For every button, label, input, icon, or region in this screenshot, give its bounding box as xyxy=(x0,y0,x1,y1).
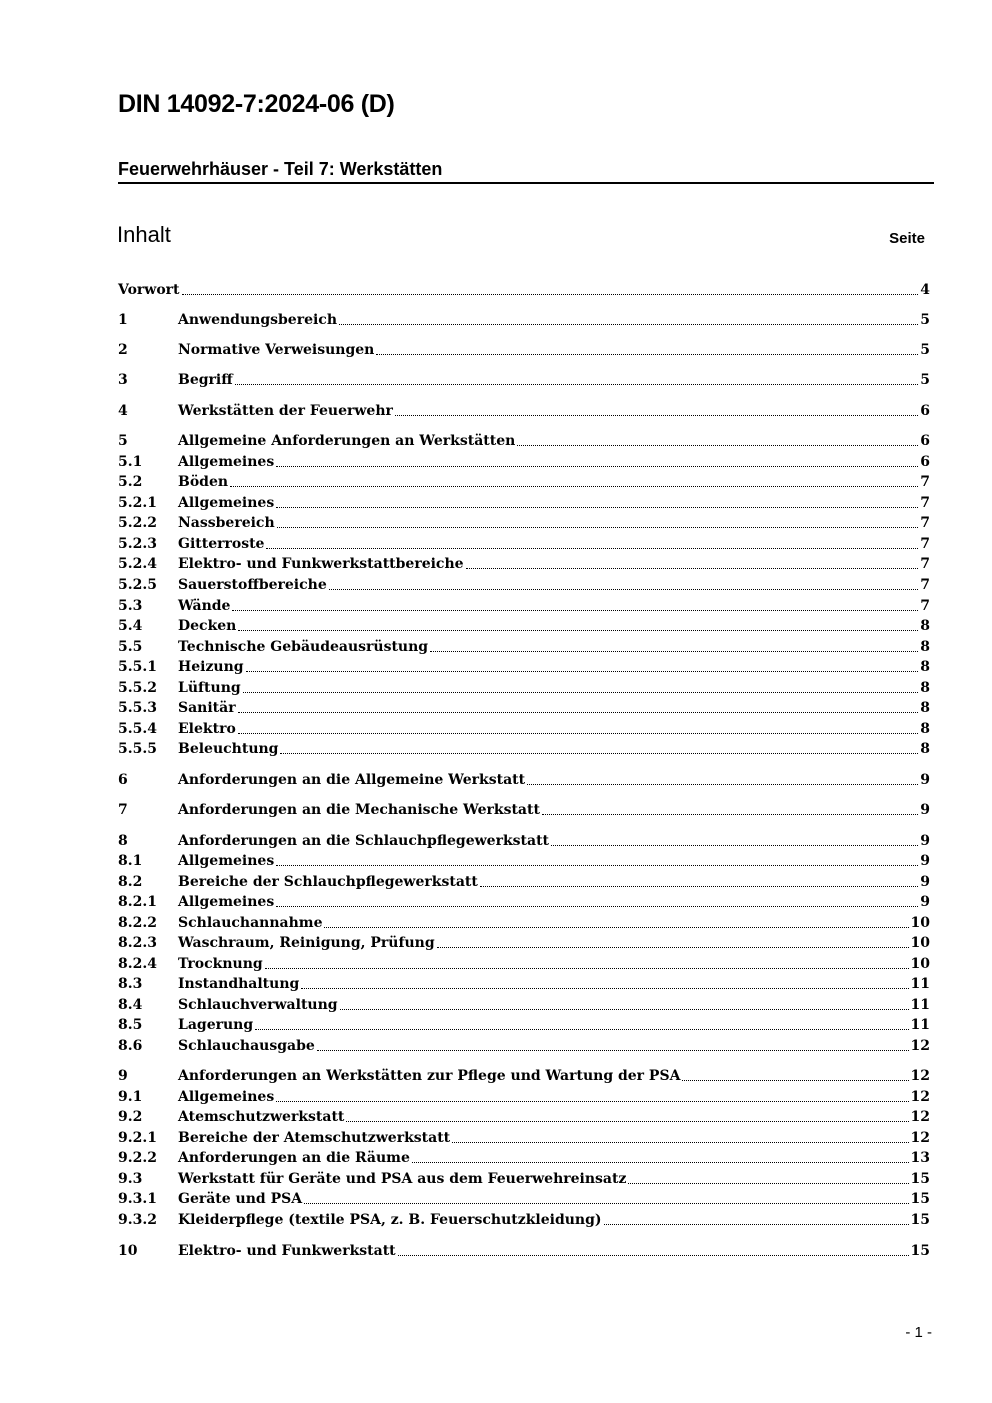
toc-entry-page: 9 xyxy=(920,853,930,869)
toc-entry[interactable] xyxy=(118,431,930,451)
toc-entry-page: 6 xyxy=(920,433,930,449)
toc-entry-number: 7 xyxy=(118,802,128,818)
toc-leader-dots xyxy=(276,1100,908,1102)
toc-entry-page: 11 xyxy=(910,1017,930,1033)
toc-entry-title: Elektro- und Funkwerkstatt xyxy=(178,1243,396,1259)
toc-entry-title: Allgemeine Anforderungen an Werkstätten xyxy=(178,433,516,449)
toc-entry[interactable] xyxy=(118,554,930,574)
toc-entry-page: 8 xyxy=(920,659,930,675)
toc-entry-page: 8 xyxy=(920,741,930,757)
toc-leader-dots xyxy=(238,732,918,734)
toc-entry[interactable] xyxy=(118,1128,930,1148)
toc-leader-dots xyxy=(517,444,918,446)
toc-entry-title: Nassbereich xyxy=(178,515,275,531)
toc-entry-title: Bereiche der Atemschutzwerkstatt xyxy=(178,1130,451,1146)
toc-entry-title: Anwendungsbereich xyxy=(178,312,337,328)
toc-leader-dots xyxy=(376,353,918,355)
toc-entry-title: Allgemeines xyxy=(178,853,275,869)
toc-entry-number: 8.2.1 xyxy=(118,894,157,910)
toc-leader-dots xyxy=(604,1223,909,1225)
toc-entry[interactable] xyxy=(118,678,930,698)
toc-entry-title: Anforderungen an die Schlauchpflegewerkstatt xyxy=(178,833,550,849)
toc-entry[interactable] xyxy=(118,1107,930,1127)
toc-leader-dots xyxy=(395,414,918,416)
toc-entry-number: 8.3 xyxy=(118,976,143,992)
toc-entry-title: Heizung xyxy=(178,659,244,675)
toc-entry-title: Böden xyxy=(178,474,229,490)
toc-leader-dots xyxy=(317,1049,909,1051)
toc-leader-dots xyxy=(682,1079,908,1081)
toc-entry-number: 5.5 xyxy=(118,639,143,655)
document-subtitle: Feuerwehrhäuser - Teil 7: Werkstätten xyxy=(118,159,934,184)
toc-entry-number: 5.2 xyxy=(118,474,143,490)
toc-entry[interactable] xyxy=(118,310,930,330)
toc-entry-title: Instandhaltung xyxy=(178,976,300,992)
toc-entry-title: Allgemeines xyxy=(178,1089,275,1105)
toc-entry-number: 5.3 xyxy=(118,598,143,614)
toc-entry-page: 11 xyxy=(910,997,930,1013)
toc-entry-number: 5.5.5 xyxy=(118,741,157,757)
toc-entry[interactable] xyxy=(118,1066,930,1086)
toc-entry-number: 5.5.1 xyxy=(118,659,157,675)
toc-entry-page: 10 xyxy=(910,935,930,951)
toc-entry-title: Atemschutzwerkstatt xyxy=(178,1109,345,1125)
toc-entry-number: 4 xyxy=(118,403,128,419)
toc-leader-dots xyxy=(276,864,918,866)
toc-entry-number: 8.4 xyxy=(118,997,143,1013)
toc-leader-dots xyxy=(255,1028,908,1030)
toc-entry-title: Elektro xyxy=(178,721,236,737)
toc-entry[interactable] xyxy=(118,1189,930,1209)
toc-entry[interactable] xyxy=(118,452,930,472)
toc-entry-number: 6 xyxy=(118,772,128,788)
toc-leader-dots xyxy=(280,752,918,754)
toc-entry-page: 15 xyxy=(910,1171,930,1187)
toc-entry[interactable] xyxy=(118,892,930,912)
toc-leader-dots xyxy=(265,967,909,969)
toc-entry-page: 8 xyxy=(920,721,930,737)
toc-entry-page: 8 xyxy=(920,639,930,655)
toc-entry-page: 7 xyxy=(920,474,930,490)
toc-entry-title: Werkstatt für Geräte und PSA aus dem Feuerwehreinsatz xyxy=(178,1171,627,1187)
toc-entry[interactable] xyxy=(118,616,930,636)
toc-entry-title: Trocknung xyxy=(178,956,263,972)
toc-leader-dots xyxy=(277,526,919,528)
toc-entry-title: Anforderungen an die Räume xyxy=(178,1150,410,1166)
toc-entry-page: 7 xyxy=(920,577,930,593)
toc-entry-page: 7 xyxy=(920,536,930,552)
toc-entry-page: 9 xyxy=(920,802,930,818)
toc-entry-title: Normative Verweisungen xyxy=(178,342,375,358)
toc-entry-number: 8 xyxy=(118,833,128,849)
toc-entry-number: 9.3 xyxy=(118,1171,143,1187)
toc-entry-title: Decken xyxy=(178,618,237,634)
toc-entry-number: 8.2.2 xyxy=(118,915,157,931)
toc-entry-number: 5.5.3 xyxy=(118,700,157,716)
toc-entry[interactable] xyxy=(118,698,930,718)
toc-entry-page: 9 xyxy=(920,772,930,788)
toc-leader-dots xyxy=(182,293,919,295)
toc-entry-number: 8.2.4 xyxy=(118,956,157,972)
toc-entry[interactable] xyxy=(118,995,930,1015)
toc-entry-number: 10 xyxy=(118,1243,138,1259)
toc-leader-dots xyxy=(340,1008,909,1010)
toc-entry-number: 9.2.1 xyxy=(118,1130,157,1146)
toc-leader-dots xyxy=(238,629,918,631)
toc-entry-page: 7 xyxy=(920,495,930,511)
toc-entry-page: 12 xyxy=(910,1068,930,1084)
toc-entry-page: 7 xyxy=(920,598,930,614)
toc-entry-title: Allgemeines xyxy=(178,495,275,511)
toc-entry-title: Allgemeines xyxy=(178,454,275,470)
toc-leader-dots xyxy=(230,485,918,487)
toc-entry[interactable] xyxy=(118,657,930,677)
toc-entry-page: 5 xyxy=(920,372,930,388)
toc-entry-page: 13 xyxy=(910,1150,930,1166)
toc-entry-title: Anforderungen an die Mechanische Werkstatt xyxy=(178,802,540,818)
toc-entry[interactable] xyxy=(118,974,930,994)
toc-entry-page: 9 xyxy=(920,833,930,849)
toc-entry-title: Anforderungen an Werkstätten zur Pflege und Wartung der PSA xyxy=(178,1068,681,1084)
toc-entry[interactable] xyxy=(118,933,930,953)
toc-leader-dots xyxy=(430,650,918,652)
toc-leader-dots xyxy=(324,926,908,928)
toc-entry-number: 9.3.1 xyxy=(118,1191,157,1207)
toc-entry-title: Lagerung xyxy=(178,1017,254,1033)
toc-leader-dots xyxy=(235,383,919,385)
toc-entry-title: Bereiche der Schlauchpflegewerkstatt xyxy=(178,874,478,890)
toc-leader-dots xyxy=(232,609,918,611)
toc-entry-number: 3 xyxy=(118,372,128,388)
toc-entry-title: Begriff xyxy=(178,372,233,388)
toc-leader-dots xyxy=(243,691,919,693)
toc-entry-page: 9 xyxy=(920,874,930,890)
toc-entry-page: 8 xyxy=(920,680,930,696)
toc-entry-number: 8.1 xyxy=(118,853,143,869)
toc-entry[interactable] xyxy=(118,370,930,390)
toc-entry-title: Werkstätten der Feuerwehr xyxy=(178,403,393,419)
toc-heading: Inhalt xyxy=(117,222,171,247)
toc-entry-number: 8.2.3 xyxy=(118,935,157,951)
toc-entry[interactable] xyxy=(118,954,930,974)
toc-leader-dots xyxy=(437,946,909,948)
toc-leader-dots xyxy=(542,813,918,815)
toc-entry-title: Lüftung xyxy=(178,680,241,696)
toc-entry[interactable] xyxy=(118,472,930,492)
toc-entry[interactable] xyxy=(118,851,930,871)
toc-leader-dots xyxy=(339,323,918,325)
toc-entry-page: 6 xyxy=(920,454,930,470)
toc-entry-page: 4 xyxy=(920,282,930,298)
toc-entry-page: 12 xyxy=(910,1038,930,1054)
page-number: - 1 - xyxy=(905,1324,932,1341)
toc-entry[interactable] xyxy=(118,770,930,790)
toc-entry[interactable] xyxy=(118,800,930,820)
toc-entry-page: 15 xyxy=(910,1243,930,1259)
toc-entry-page: 8 xyxy=(920,700,930,716)
toc-entry[interactable] xyxy=(118,1241,930,1261)
toc-leader-dots xyxy=(398,1254,909,1256)
toc-leader-dots xyxy=(466,567,919,569)
toc-entry[interactable] xyxy=(118,280,930,300)
toc-entry-title: Beleuchtung xyxy=(178,741,279,757)
toc-entry[interactable] xyxy=(118,596,930,616)
toc-leader-dots xyxy=(266,547,918,549)
toc-leader-dots xyxy=(628,1182,908,1184)
toc-entry-title: Elektro- und Funkwerkstattbereiche xyxy=(178,556,464,572)
toc-entry[interactable] xyxy=(118,575,930,595)
toc-entry-title: Geräte und PSA xyxy=(178,1191,303,1207)
toc-entry-title: Waschraum, Reinigung, Prüfung xyxy=(178,935,435,951)
toc-entry-page: 10 xyxy=(910,915,930,931)
toc-entry-title: Vorwort xyxy=(118,282,180,298)
toc-entry-number: 5.2.5 xyxy=(118,577,157,593)
toc-leader-dots xyxy=(329,588,919,590)
toc-entry-number: 9.1 xyxy=(118,1089,143,1105)
toc-leader-dots xyxy=(480,885,918,887)
toc-entry[interactable] xyxy=(118,719,930,739)
toc-leader-dots xyxy=(304,1202,908,1204)
toc-entry-number: 5.2.3 xyxy=(118,536,157,552)
toc-entry-page: 8 xyxy=(920,618,930,634)
toc-entry-page: 12 xyxy=(910,1089,930,1105)
toc-entry-number: 8.2 xyxy=(118,874,143,890)
toc-entry-page: 12 xyxy=(910,1109,930,1125)
toc-entry-number: 1 xyxy=(118,312,128,328)
toc-entry[interactable] xyxy=(118,1210,930,1230)
toc-entry-number: 5.1 xyxy=(118,454,143,470)
toc-entry[interactable] xyxy=(118,913,930,933)
toc-entry-number: 9 xyxy=(118,1068,128,1084)
toc-entry[interactable] xyxy=(118,340,930,360)
toc-entry-number: 8.6 xyxy=(118,1038,143,1054)
toc-leader-dots xyxy=(276,465,918,467)
toc-entry-page: 15 xyxy=(910,1212,930,1228)
toc-entry-title: Wände xyxy=(178,598,231,614)
toc-entry[interactable] xyxy=(118,534,930,554)
toc-entry-title: Sauerstoffbereiche xyxy=(178,577,327,593)
toc-entry-title: Schlauchausgabe xyxy=(178,1038,315,1054)
toc-leader-dots xyxy=(452,1141,908,1143)
toc-entry[interactable] xyxy=(118,513,930,533)
toc-entry-page: 7 xyxy=(920,556,930,572)
toc-entry-page: 6 xyxy=(920,403,930,419)
toc-entry-page: 10 xyxy=(910,956,930,972)
toc-entry[interactable] xyxy=(118,401,930,421)
toc-leader-dots xyxy=(301,987,908,989)
toc-entry-number: 5 xyxy=(118,433,128,449)
toc-entry[interactable] xyxy=(118,1036,930,1056)
toc-entry-page: 15 xyxy=(910,1191,930,1207)
toc-entry-page: 5 xyxy=(920,312,930,328)
toc-entry-number: 5.5.4 xyxy=(118,721,157,737)
toc-entry[interactable] xyxy=(118,1148,930,1168)
toc-entry-title: Kleiderpflege (textile PSA, z. B. Feuerschutzkleidung) xyxy=(178,1212,602,1228)
toc-leader-dots xyxy=(276,905,918,907)
toc-leader-dots xyxy=(346,1120,908,1122)
toc-leader-dots xyxy=(276,506,918,508)
toc-entry-number: 5.4 xyxy=(118,618,143,634)
toc-leader-dots xyxy=(238,711,919,713)
toc-entry-number: 5.2.4 xyxy=(118,556,157,572)
toc-entry[interactable] xyxy=(118,1169,930,1189)
toc-entry-title: Gitterroste xyxy=(178,536,265,552)
toc-page-column-label: Seite xyxy=(889,230,925,247)
toc-leader-dots xyxy=(527,783,918,785)
toc-entry-number: 5.5.2 xyxy=(118,680,157,696)
toc-entry-title: Sanitär xyxy=(178,700,236,716)
toc-leader-dots xyxy=(412,1161,909,1163)
toc-entry-title: Allgemeines xyxy=(178,894,275,910)
toc-entry-page: 5 xyxy=(920,342,930,358)
toc-entry[interactable] xyxy=(118,1015,930,1035)
document-title: DIN 14092-7:2024-06 (D) xyxy=(118,90,395,118)
toc-entry[interactable] xyxy=(118,637,930,657)
toc-entry[interactable] xyxy=(118,493,930,513)
toc-entry-title: Technische Gebäudeausrüstung xyxy=(178,639,429,655)
toc-entry-number: 9.2 xyxy=(118,1109,143,1125)
toc-entry-page: 7 xyxy=(920,515,930,531)
toc-entry-number: 5.2.1 xyxy=(118,495,157,511)
toc-entry[interactable] xyxy=(118,1087,930,1107)
toc-entry-title: Schlauchverwaltung xyxy=(178,997,338,1013)
toc-entry-number: 2 xyxy=(118,342,128,358)
toc-entry-number: 9.2.2 xyxy=(118,1150,157,1166)
toc-entry-page: 12 xyxy=(910,1130,930,1146)
toc-entry-page: 9 xyxy=(920,894,930,910)
toc-leader-dots xyxy=(246,670,919,672)
toc-entry[interactable] xyxy=(118,872,930,892)
toc-entry-title: Schlauchannahme xyxy=(178,915,323,931)
toc-entry-number: 9.3.2 xyxy=(118,1212,157,1228)
toc-entry[interactable] xyxy=(118,739,930,759)
toc-entry-title: Anforderungen an die Allgemeine Werkstatt xyxy=(178,772,526,788)
toc-entry[interactable] xyxy=(118,831,930,851)
toc-entry-page: 11 xyxy=(910,976,930,992)
toc-entry-number: 8.5 xyxy=(118,1017,143,1033)
toc-entry-number: 5.2.2 xyxy=(118,515,157,531)
toc-leader-dots xyxy=(551,844,918,846)
